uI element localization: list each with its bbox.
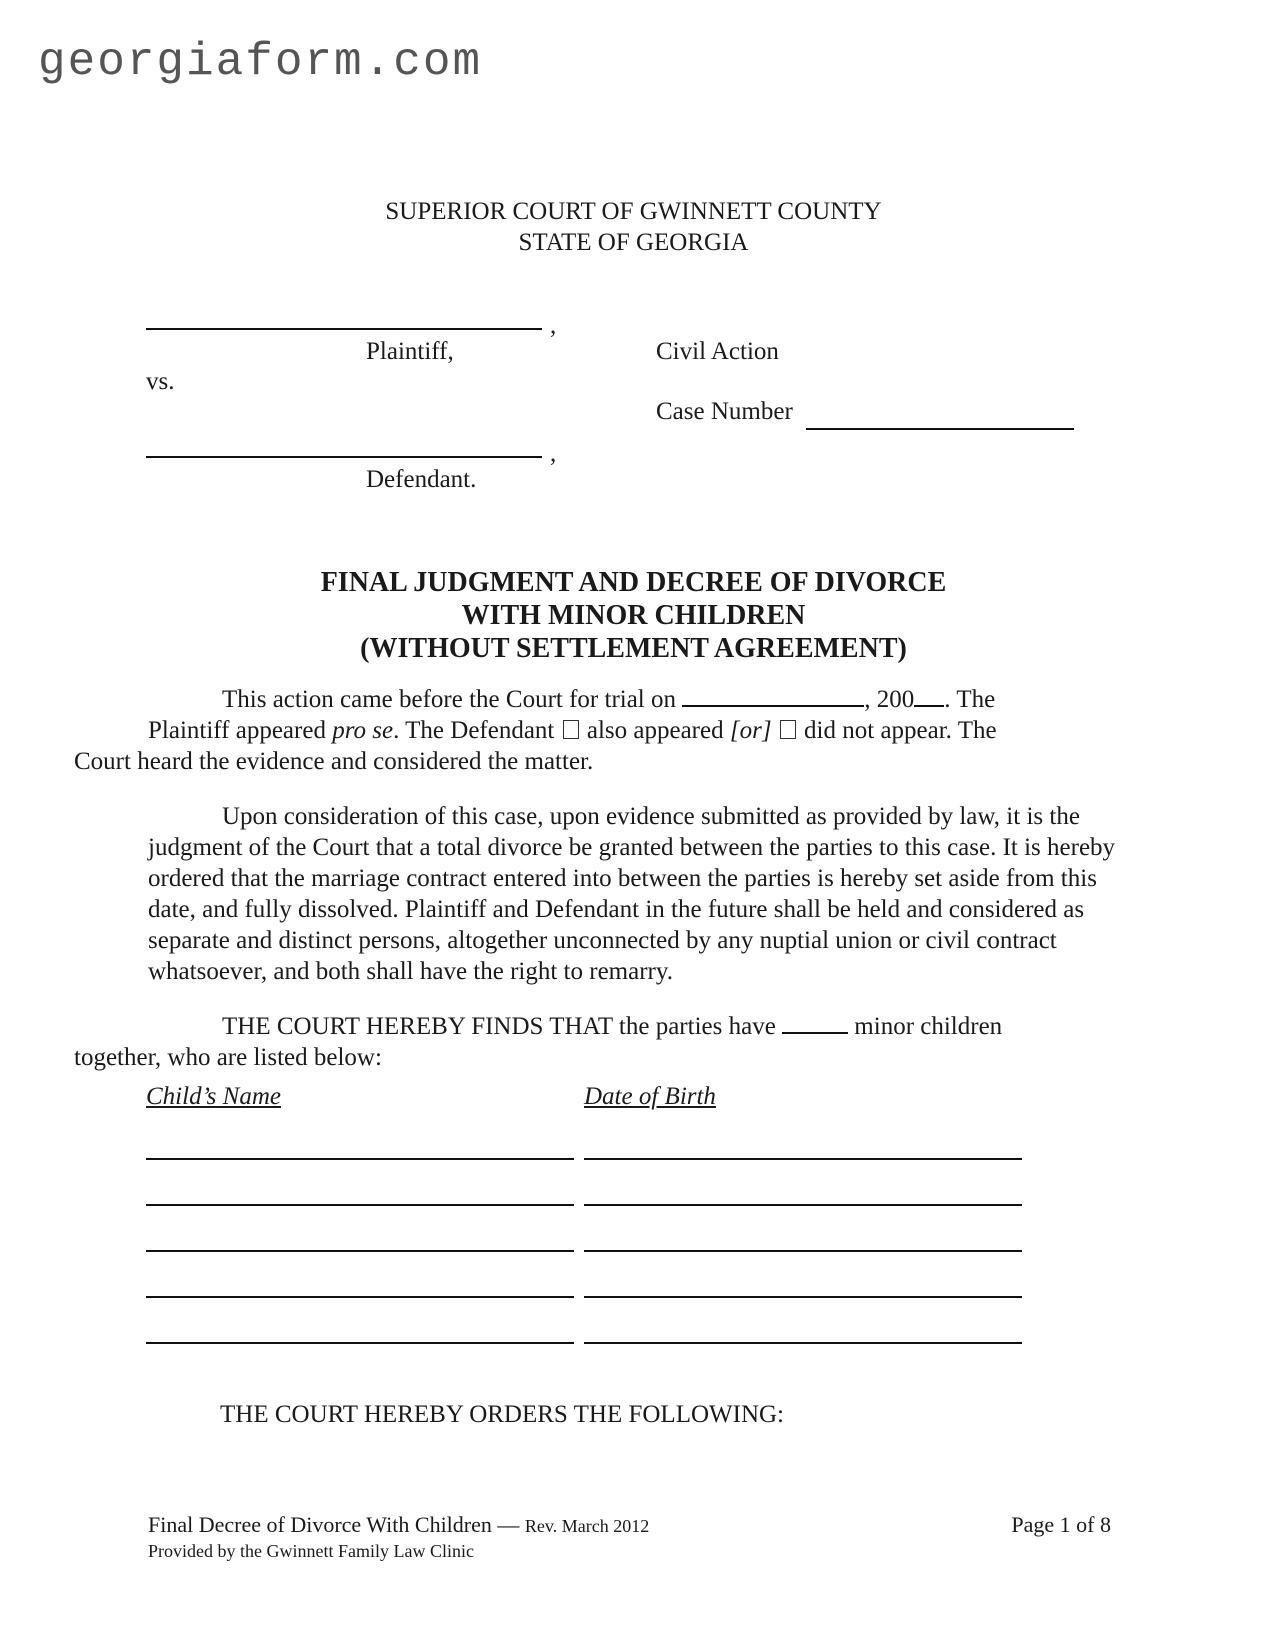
footer-dash: — — [497, 1512, 520, 1537]
trial-text-5: . The Defendant — [393, 717, 555, 744]
page-number: Page 1 of 8 — [1011, 1512, 1111, 1537]
findings-text-2: minor children — [854, 1013, 1003, 1040]
title-line-3: (WITHOUT SETTLEMENT AGREEMENT) — [360, 633, 907, 664]
orders-heading: THE COURT HEREBY ORDERS THE FOLLOWING: — [220, 1401, 785, 1428]
child-name-line[interactable] — [146, 1250, 574, 1252]
civil-action-label: Civil Action — [656, 338, 779, 365]
trial-paragraph — [74, 683, 1128, 777]
or-text: [or] — [729, 717, 772, 744]
did-not-appear-checkbox[interactable] — [780, 720, 796, 739]
date-of-birth-header: Date of Birth — [584, 1083, 716, 1110]
court-name: SUPERIOR COURT OF GWINNETT COUNTY — [385, 198, 882, 225]
pro-se-text: pro se — [332, 717, 394, 744]
watermark-text: georgiaform.com — [38, 36, 483, 88]
judgment-paragraph: Upon consideration of this case, upon evidence submitted as provided by law, it is the judgment of the Court that a total divorce be granted between the parties to this case. It is hereby ordered that the marriage contract entered into between the parties is hereby set aside from this date, and fully dissolved. Plaintiff and Defendant in the future shall be held and considered as separate and distinct persons, altogether unconnected by any nuptial union or civil contract whatsoever, and both shall have the right to remarry. — [148, 803, 1116, 985]
trial-text-7: did not appear. The — [804, 717, 997, 744]
plaintiff-label: Plaintiff, — [366, 338, 454, 365]
child-dob-line[interactable] — [584, 1204, 1022, 1206]
child-name-line[interactable] — [146, 1296, 574, 1298]
findings-paragraph — [74, 1010, 1128, 1073]
vs-label: vs. — [146, 368, 175, 395]
footer-form-title: Final Decree of Divorce With Children — [148, 1512, 492, 1537]
document-title — [0, 566, 1267, 665]
case-number-line[interactable] — [806, 428, 1074, 430]
child-dob-line[interactable] — [584, 1296, 1022, 1298]
footer-revision: Rev. March 2012 — [524, 1516, 650, 1536]
child-dob-line[interactable] — [584, 1158, 1022, 1160]
also-appeared-checkbox[interactable] — [563, 720, 579, 739]
case-number-label: Case Number — [656, 398, 793, 425]
trial-text-1: This action came before the Court for trial on — [222, 686, 677, 713]
footer-left — [148, 1512, 649, 1564]
child-dob-line[interactable] — [584, 1342, 1022, 1344]
court-header — [0, 196, 1267, 258]
child-name-line[interactable] — [146, 1204, 574, 1206]
findings-text-3: together, who are listed below: — [74, 1044, 382, 1071]
child-name-line[interactable] — [146, 1342, 574, 1344]
defendant-name-line[interactable] — [146, 456, 542, 458]
trial-date-blank[interactable] — [682, 683, 864, 707]
defendant-comma: , — [550, 440, 557, 467]
children-count-blank[interactable] — [782, 1010, 848, 1034]
findings-text-1: THE COURT HEREBY FINDS THAT the parties have — [222, 1013, 776, 1040]
title-line-2: WITH MINOR CHILDREN — [461, 600, 806, 631]
trial-text-3: . The — [944, 686, 996, 713]
trial-text-8: Court heard the evidence and considered the matter. — [74, 748, 594, 775]
child-name-line[interactable] — [146, 1158, 574, 1160]
trial-text-6: also appeared — [586, 717, 724, 744]
defendant-label: Defendant. — [366, 466, 477, 493]
plaintiff-comma: , — [550, 312, 557, 339]
child-dob-line[interactable] — [584, 1250, 1022, 1252]
trial-year-blank[interactable] — [914, 683, 944, 707]
court-state: STATE OF GEORGIA — [518, 229, 749, 256]
title-line-1: FINAL JUDGMENT AND DECREE OF DIVORCE — [320, 567, 947, 598]
childs-name-header: Child’s Name — [146, 1083, 281, 1110]
plaintiff-name-line[interactable] — [146, 328, 542, 330]
footer-provided-by: Provided by the Gwinnett Family Law Clinic — [148, 1541, 474, 1561]
trial-text-2: , 200 — [864, 686, 915, 713]
trial-text-4: Plaintiff appeared — [148, 717, 326, 744]
